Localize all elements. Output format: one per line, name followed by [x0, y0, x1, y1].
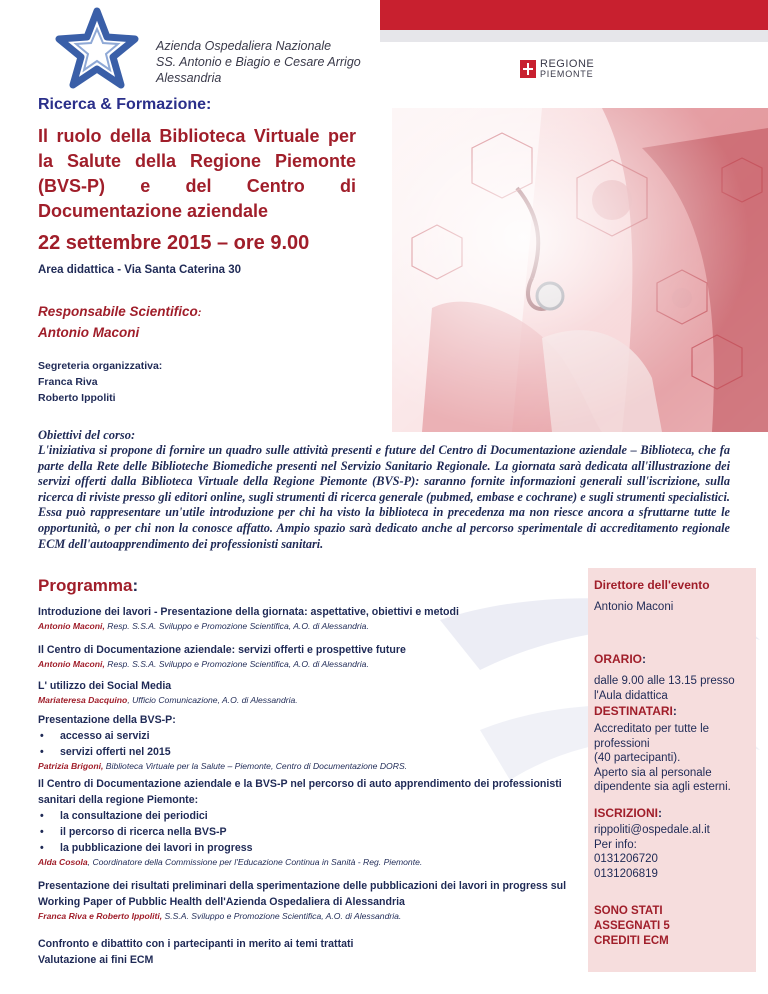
credits-line: ASSEGNATI 5	[594, 920, 670, 932]
orario-line: dalle 9.00 alle 13.15 presso	[594, 675, 735, 687]
responsabile-block	[38, 302, 201, 343]
event-title: Il ruolo della Biblioteca Virtuale per la Salute della Regione Piemonte (BVS-P) e del Centro di Documentazione aziendale	[38, 126, 356, 221]
orario-label: ORARIO	[594, 652, 642, 666]
destinatari-line: professioni	[594, 737, 650, 750]
programma-heading-text: Programma	[38, 576, 133, 595]
bullet-item: • il percorso di ricerca nella BVS-P	[38, 824, 578, 840]
item-speaker	[38, 620, 578, 633]
item-speaker	[38, 760, 578, 773]
speaker-name: Franca Riva e Roberto Ippoliti,	[38, 911, 163, 921]
responsabile-colon: :	[197, 307, 202, 319]
item-title: L' utilizzo dei Social Media	[38, 680, 172, 692]
regione-line-1: REGIONE	[540, 58, 595, 70]
iscrizioni-colon: :	[658, 806, 663, 820]
section-title: Ricerca & Formazione:	[38, 96, 212, 113]
event-venue: Area didattica - Via Santa Caterina 30	[38, 264, 242, 276]
programma-heading	[38, 576, 138, 596]
destinatari-line: dipendente sia agli esterni.	[594, 781, 731, 793]
destinatari-line: Accreditato per tutte le	[594, 723, 710, 735]
responsabile-name: Antonio Maconi	[38, 325, 140, 340]
segreteria-label: Segreteria organizzativa:	[38, 360, 163, 372]
responsabile-label: Responsabile Scientifico	[38, 304, 198, 319]
iscrizioni-phone: 0131206720	[594, 853, 658, 865]
programma-item-4	[38, 712, 578, 773]
speaker-role: Biblioteca Virtuale per la Salute – Piemonte, Centro di Documentazione DORS.	[103, 761, 408, 771]
destinatari-line: (40 partecipanti).	[594, 752, 681, 764]
doctor-photo	[392, 108, 768, 432]
bullet-item: • la pubblicazione dei lavori in progress	[38, 840, 578, 856]
obiettivi-text: L'iniziativa si propone di fornire un quadro sulle attività presenti e future del Centro di Documentazione aziendale – Biblioteca, che fa parte della Rete delle Biblioteche Biomediche presenti nel Servizio Sanitario Regionale. La giornata sarà dedicata all'illustrazione dei servizi offerti dalla Biblioteca Virtuale della Regione Piemonte (BVS-P): saranno fornite informazioni generali sull'iscrizione, sulla ricerca di riviste presso gli editori online, sugli strumenti di ricerca generale (pubmed, embase e cochrane) e sugli strumenti specialistici. Essa può rappresentare un'utile introduzione per chi ha visto la biblioteca in precedenza ma non riesce ancora a sfruttarne tutte le opportunità, o per chi non la conosce affatto. Ampio spazio sarà dedicato anche al percorso sperimentale di accreditamento regionale ECM dell'autoapprendimento dei professionisti sanitari.	[38, 443, 730, 551]
direttore-label: Direttore dell'evento	[594, 578, 710, 592]
speaker-name: Antonio Maconi,	[38, 659, 105, 669]
hospital-logo	[52, 6, 142, 96]
credits-line: SONO STATI	[594, 905, 663, 917]
segreteria-block	[38, 358, 162, 406]
iscrizioni-label: ISCRIZIONI	[594, 806, 659, 820]
item-title: Il Centro di Documentazione aziendale e la BVS-P nel percorso di auto apprendimento dei professionisti sanitari della regione Piemonte:	[38, 778, 562, 806]
iscrizioni-phone: 0131206819	[594, 867, 658, 880]
destinatari-line: Aperto sia al personale	[594, 766, 712, 779]
speaker-role: Resp. S.S.A. Sviluppo e Promozione Scientifica, A.O. di Alessandria.	[104, 621, 369, 631]
programma-item-7	[38, 936, 578, 968]
item-title: Confronto e dibattito con i partecipanti in merito ai temi trattati	[38, 938, 354, 950]
iscrizioni-text	[594, 823, 710, 881]
org-line-2: SS. Antonio e Biagio e Cesare Arrigo	[156, 55, 361, 69]
credits-ecm	[594, 904, 670, 949]
item-speaker	[38, 694, 578, 707]
speaker-role: , Ufficio Comunicazione, A.O. di Alessandria.	[127, 695, 298, 705]
segreteria-name-2: Roberto Ippoliti	[38, 392, 116, 404]
item-bullets	[38, 728, 578, 760]
org-name	[156, 38, 361, 86]
item-title: Introduzione dei lavori - Presentazione della giornata: aspettative, obiettivi e metodi	[38, 606, 459, 618]
programma-item-5	[38, 776, 578, 869]
programma-item-6	[38, 878, 578, 923]
item-title: Il Centro di Documentazione aziendale: servizi offerti e prospettive future	[38, 644, 406, 656]
orario-line: l'Aula didattica	[594, 689, 668, 702]
regione-line-2: PIEMONTE	[540, 69, 594, 79]
orario-text	[594, 674, 735, 703]
destinatari-colon: :	[672, 704, 677, 718]
regione-piemonte-logo	[520, 58, 600, 82]
speaker-role: S.S.A. Sviluppo e Promozione Scientifica, A.O. di Alessandria.	[162, 911, 402, 921]
item-speaker	[38, 658, 578, 671]
org-line-3: Alessandria	[156, 71, 222, 85]
destinatari-text	[594, 722, 731, 795]
iscrizioni-line: Per info:	[594, 838, 637, 851]
programma-item-2	[38, 642, 578, 671]
segreteria-name-1: Franca Riva	[38, 376, 98, 388]
speaker-role: Resp. S.S.A. Sviluppo e Promozione Scientifica, A.O. di Alessandria.	[104, 659, 369, 669]
destinatari-label: DESTINATARI	[594, 704, 673, 718]
event-date: 22 settembre 2015 – ore 9.00	[38, 232, 310, 254]
obiettivi-heading: Obiettivi del corso:	[38, 428, 136, 442]
speaker-name: Patrizia Brigoni,	[38, 761, 104, 771]
programma-heading-colon: :	[132, 576, 139, 595]
credits-line: CREDITI ECM	[594, 935, 669, 947]
item-speaker	[38, 910, 578, 923]
programma-item-3	[38, 678, 578, 707]
orario-heading	[594, 652, 646, 666]
speaker-name: Antonio Maconi,	[38, 621, 105, 631]
item-title: Presentazione dei risultati preliminari della sperimentazione delle pubblicazioni dei lavori in progress sul Working Paper of Pubblic Health dell'Azienda Ospedaliera di Alessandria	[38, 880, 567, 908]
item-title: Presentazione della BVS-P:	[38, 714, 176, 726]
iscrizioni-heading	[594, 806, 662, 820]
orario-colon: :	[642, 652, 646, 666]
speaker-name: Alda Cosola	[38, 857, 88, 867]
cross-flag-icon	[520, 60, 536, 78]
bullet-item: • servizi offerti nel 2015	[38, 744, 578, 760]
bullet-item: • la consultazione dei periodici	[38, 808, 578, 824]
item-title-2: Valutazione ai fini ECM	[38, 954, 154, 966]
bullet-item: • accesso ai servizi	[38, 728, 578, 744]
org-line-1: Azienda Ospedaliera Nazionale	[156, 39, 332, 53]
info-sidebar	[588, 568, 756, 972]
speaker-name: Mariateresa Dacquino	[38, 695, 128, 705]
destinatari-heading	[594, 704, 677, 718]
item-bullets	[38, 808, 578, 856]
header-red-bar	[380, 0, 768, 30]
speaker-role: , Coordinatore della Commissione per l'Educazione Continua in Sanità - Reg. Piemonte.	[87, 857, 423, 867]
programma-item-1	[38, 604, 578, 633]
iscrizioni-email: rippoliti@ospedale.al.it	[594, 824, 710, 836]
direttore-name: Antonio Maconi	[594, 601, 674, 613]
header-grey-bar	[380, 30, 768, 42]
item-speaker	[38, 856, 578, 869]
